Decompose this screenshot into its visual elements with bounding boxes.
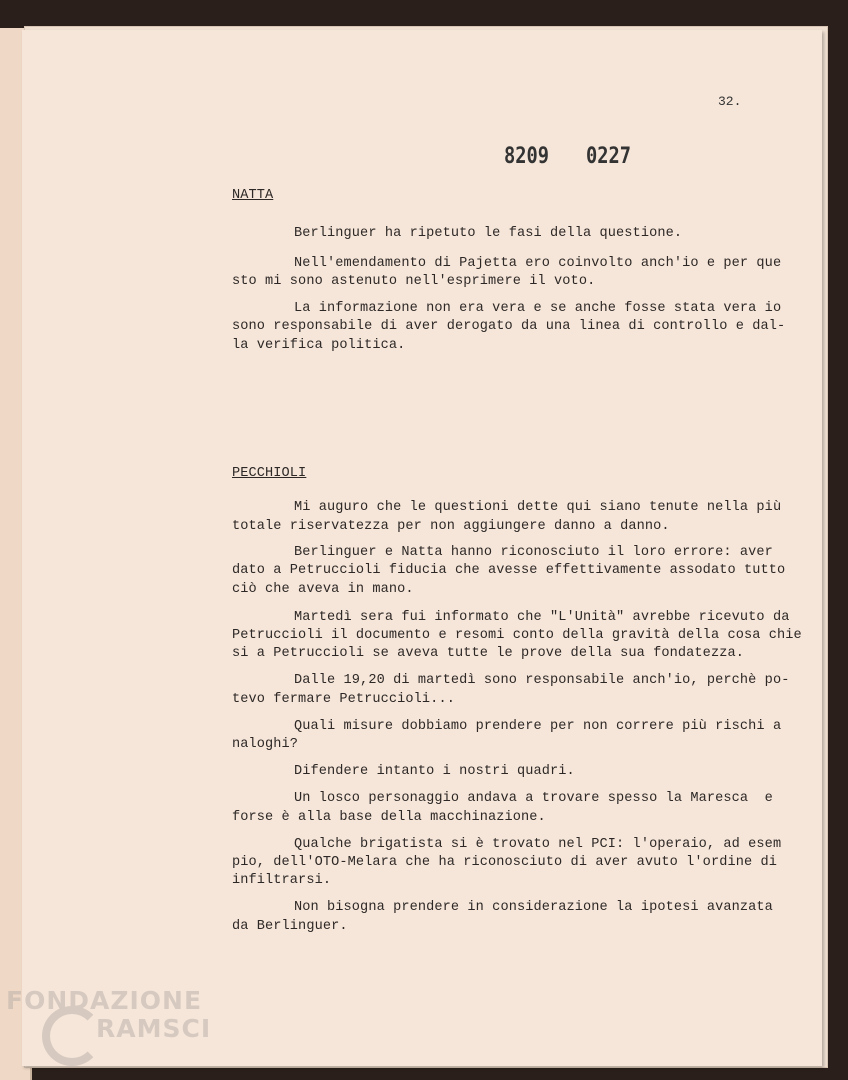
document-page (22, 30, 822, 1066)
paragraph-line: La informazione non era vera e se anche fosse stata vera io (294, 301, 782, 316)
paragraph-line: Un losco personaggio andava a trovare spesso la Maresca e (294, 791, 773, 806)
paragraph-line: ciò che aveva in mano. (232, 582, 414, 597)
archive-stamp-number-2: 0227 (586, 144, 632, 169)
paragraph-line: Martedì sera fui informato che "L'Unità" avrebbe ricevuto da (294, 610, 790, 625)
paragraph-line: tevo fermare Petruccioli... (232, 692, 455, 707)
archive-stamp-number-1: 8209 (504, 144, 550, 169)
watermark-text-line-2: RAMSCI (96, 1014, 212, 1043)
paragraph-line: Non bisogna prendere in considerazione la ipotesi avanzata (294, 900, 773, 915)
paragraph-line: totale riservatezza per non aggiungere danno a danno. (232, 519, 670, 534)
paragraph-line: da Berlinguer. (232, 919, 348, 934)
paragraph-line: dato a Petruccioli fiducia che avesse effettivamente assodato tutto (232, 563, 786, 578)
paragraph-line: sto mi sono astenuto nell'esprimere il voto. (232, 274, 596, 289)
paragraph-line: Petruccioli il documento e resomi conto della gravità della cosa chie (232, 628, 802, 643)
paragraph-line: pio, dell'OTO-Melara che ha riconosciuto di aver avuto l'ordine di (232, 855, 777, 870)
paragraph-line: Nell'emendamento di Pajetta ero coinvolto anch'io e per que (294, 256, 782, 271)
fondazione-gramsci-watermark (6, 986, 226, 1076)
section-heading-pecchioli: PECCHIOLI (232, 466, 307, 481)
paragraph-line: Quali misure dobbiamo prendere per non correre più rischi a (294, 719, 782, 734)
paragraph-line: Berlinguer e Natta hanno riconosciuto il loro errore: aver (294, 545, 773, 560)
paragraph-line: Mi auguro che le questioni dette qui siano tenute nella più (294, 500, 782, 515)
watermark-g-logo-icon (42, 1006, 102, 1066)
paragraph-line: Berlinguer ha ripetuto le fasi della questione. (294, 226, 683, 241)
paragraph-line: infiltrarsi. (232, 873, 332, 888)
paragraph-line: Dalle 19,20 di martedì sono responsabile anch'io, perchè po- (294, 673, 790, 688)
watermark-text-line-1: FONDAZIONE (6, 986, 203, 1015)
paragraph-line: la verifica politica. (232, 338, 406, 353)
paragraph-line: si a Petruccioli se aveva tutte le prove della sua fondatezza. (232, 646, 744, 661)
paragraph-line: Qualche brigatista si è trovato nel PCI: l'operaio, ad esem (294, 837, 782, 852)
page-number: 32. (718, 94, 742, 109)
paragraph-line: Difendere intanto i nostri quadri. (294, 764, 575, 779)
paragraph-line: sono responsabile di aver derogato da una linea di controllo e dal- (232, 319, 786, 334)
paragraph-line: forse è alla base della macchinazione. (232, 810, 546, 825)
paragraph-line: naloghi? (232, 737, 299, 752)
section-heading-natta: NATTA (232, 188, 274, 203)
